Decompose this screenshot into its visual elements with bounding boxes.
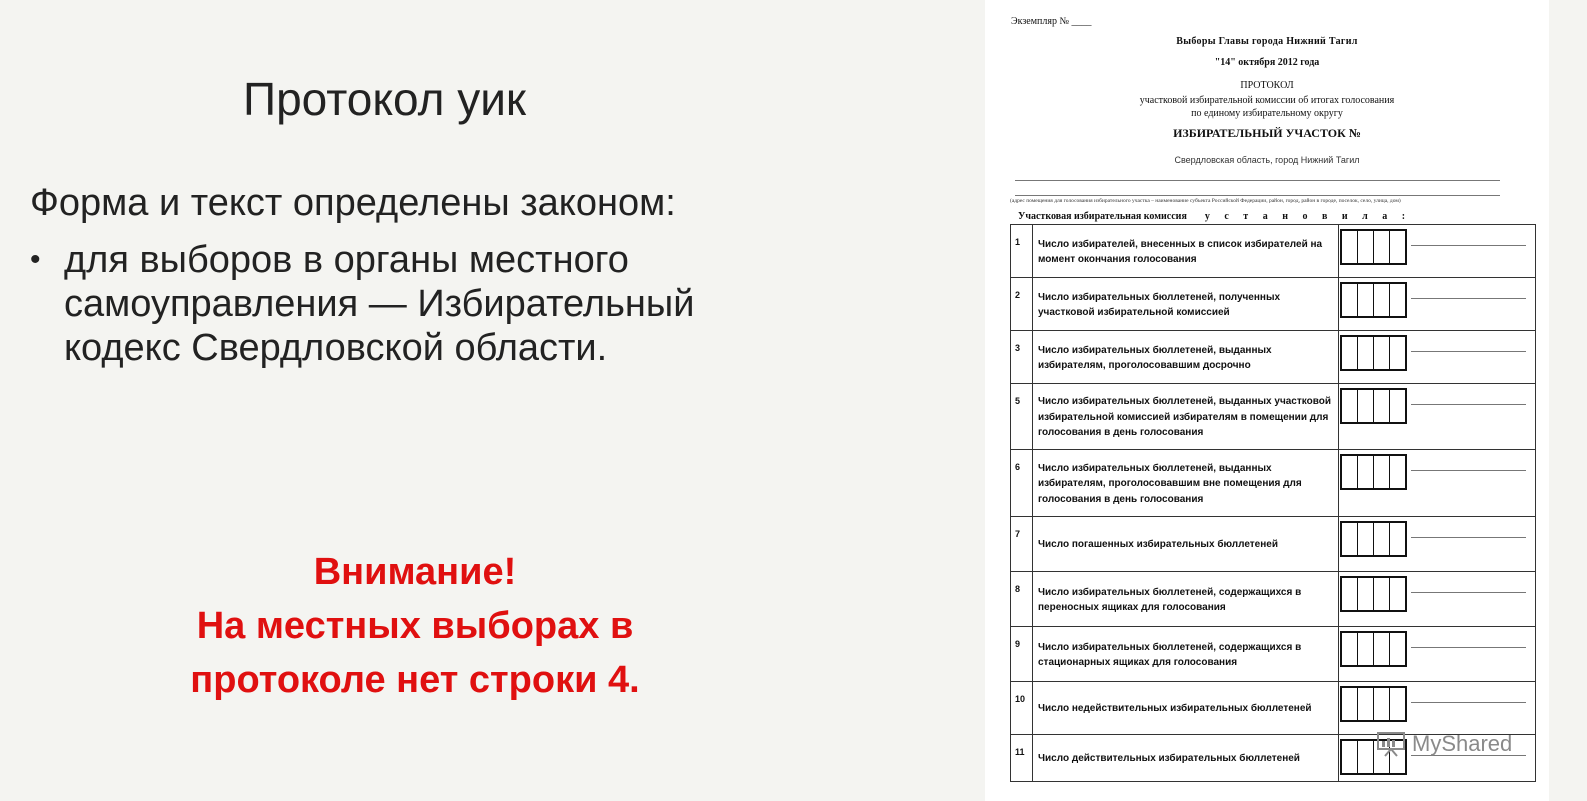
row-number: 11: [1011, 735, 1033, 781]
row-number: 8: [1011, 572, 1033, 626]
row-label: Число избирательных бюллетеней, содержащихся в стационарных ящиках для голосования: [1033, 627, 1339, 681]
region-text: Свердловская область, город Нижний Тагил: [1174, 155, 1360, 165]
row-number: 2: [1011, 278, 1033, 330]
bullet-item: [30, 238, 790, 370]
election-date: "14" октября 2012 года: [1214, 57, 1320, 68]
document-subtitle-line: участковой избирательной комиссии об итогах голосования: [1139, 95, 1395, 106]
watermark-text: MyShared: [1412, 731, 1513, 756]
table-row: [1011, 682, 1535, 735]
row-label: Число погашенных избирательных бюллетеней: [1033, 517, 1339, 571]
table-row: [1011, 384, 1535, 450]
bullet-text: для выборов в органы местного самоуправления — Избирательный кодекс Свердловской области.: [64, 239, 695, 369]
election-title: Выборы Главы города Нижний Тагил: [1176, 36, 1358, 47]
row-number: 7: [1011, 517, 1033, 571]
digit-cells: [1340, 631, 1407, 667]
protocol-form-image: [985, 0, 1549, 801]
table-row: [1011, 450, 1535, 517]
presentation-icon: [1376, 731, 1406, 757]
polling-station-heading: ИЗБИРАТЕЛЬНЫЙ УЧАСТОК №: [1173, 126, 1361, 140]
row-label: Число недействительных избирательных бюллетеней: [1033, 682, 1339, 734]
table-row: [1011, 627, 1535, 682]
row-number: 1: [1011, 225, 1033, 277]
warning-line: На местных выборах в: [196, 605, 634, 647]
digit-cells: [1340, 576, 1407, 612]
address-note: (адрес помещения для голосования избирательного участка – наименование субъекта Российской Федерации, район, город, район в городе, поселок, село, улица, дом): [1010, 198, 1401, 204]
document-type: ПРОТОКОЛ: [1240, 80, 1294, 91]
row-label: Число избирательных бюллетеней, выданных избирателям, проголосовавшим досрочно: [1033, 331, 1339, 383]
bullet-dot: •: [30, 243, 41, 276]
row-label: Число избирательных бюллетеней, выданных участковой избирательной комиссией избирателям в помещении для голосования в день голосования: [1033, 384, 1339, 449]
intro-text: Форма и текст определены законом:: [30, 182, 676, 224]
warning-note: [110, 545, 720, 707]
row-label: Число избирательных бюллетеней, выданных избирателям, проголосовавшим вне помещения для голосования в день голосования: [1033, 450, 1339, 516]
digit-cells: [1340, 521, 1407, 557]
commission-label: Участковая избирательная комиссия: [1018, 211, 1187, 222]
row-number: 5: [1011, 384, 1033, 449]
value-line: [1411, 592, 1526, 593]
digit-cells: [1340, 454, 1407, 490]
value-line: [1411, 245, 1526, 246]
digit-cells: [1340, 335, 1407, 371]
copy-number-label: Экземпляр № ____: [1011, 16, 1092, 27]
row-number: 10: [1011, 682, 1033, 734]
row-number: 9: [1011, 627, 1033, 681]
value-line: [1411, 647, 1526, 648]
value-line: [1411, 702, 1526, 703]
row-label: Число избирательных бюллетеней, содержащихся в переносных ящиках для голосования: [1033, 572, 1339, 626]
table-row: [1011, 225, 1535, 278]
table-row: [1011, 331, 1535, 384]
table-row: [1011, 517, 1535, 572]
divider: [1015, 195, 1500, 196]
row-label: Число действительных избирательных бюллетеней: [1033, 735, 1339, 781]
row-number: 6: [1011, 450, 1033, 516]
slide-title: Протокол уик: [243, 73, 527, 125]
established-label: у с т а н о в и л а :: [1204, 211, 1412, 222]
value-line: [1411, 404, 1526, 405]
table-row: [1011, 278, 1535, 331]
digit-cells: [1340, 282, 1407, 318]
row-number: 3: [1011, 331, 1033, 383]
warning-line: протоколе нет строки 4.: [190, 659, 640, 701]
myshared-watermark: [1376, 731, 1512, 757]
table-row: [1011, 572, 1535, 627]
protocol-table: [1010, 224, 1536, 782]
digit-cells: [1340, 686, 1407, 722]
value-line: [1411, 537, 1526, 538]
row-label: Число избирателей, внесенных в список избирателей на момент окончания голосования: [1033, 225, 1339, 277]
established-line: [1018, 211, 1411, 222]
document-subtitle: [985, 94, 1549, 120]
warning-line: Внимание!: [313, 551, 517, 593]
value-line: [1411, 470, 1526, 471]
divider: [1015, 180, 1500, 181]
row-label: Число избирательных бюллетеней, полученных участковой избирательной комиссией: [1033, 278, 1339, 330]
digit-cells: [1340, 229, 1407, 265]
document-subtitle-line: по единому избирательному округу: [1191, 108, 1343, 119]
digit-cells: [1340, 388, 1407, 424]
value-line: [1411, 351, 1526, 352]
value-line: [1411, 298, 1526, 299]
